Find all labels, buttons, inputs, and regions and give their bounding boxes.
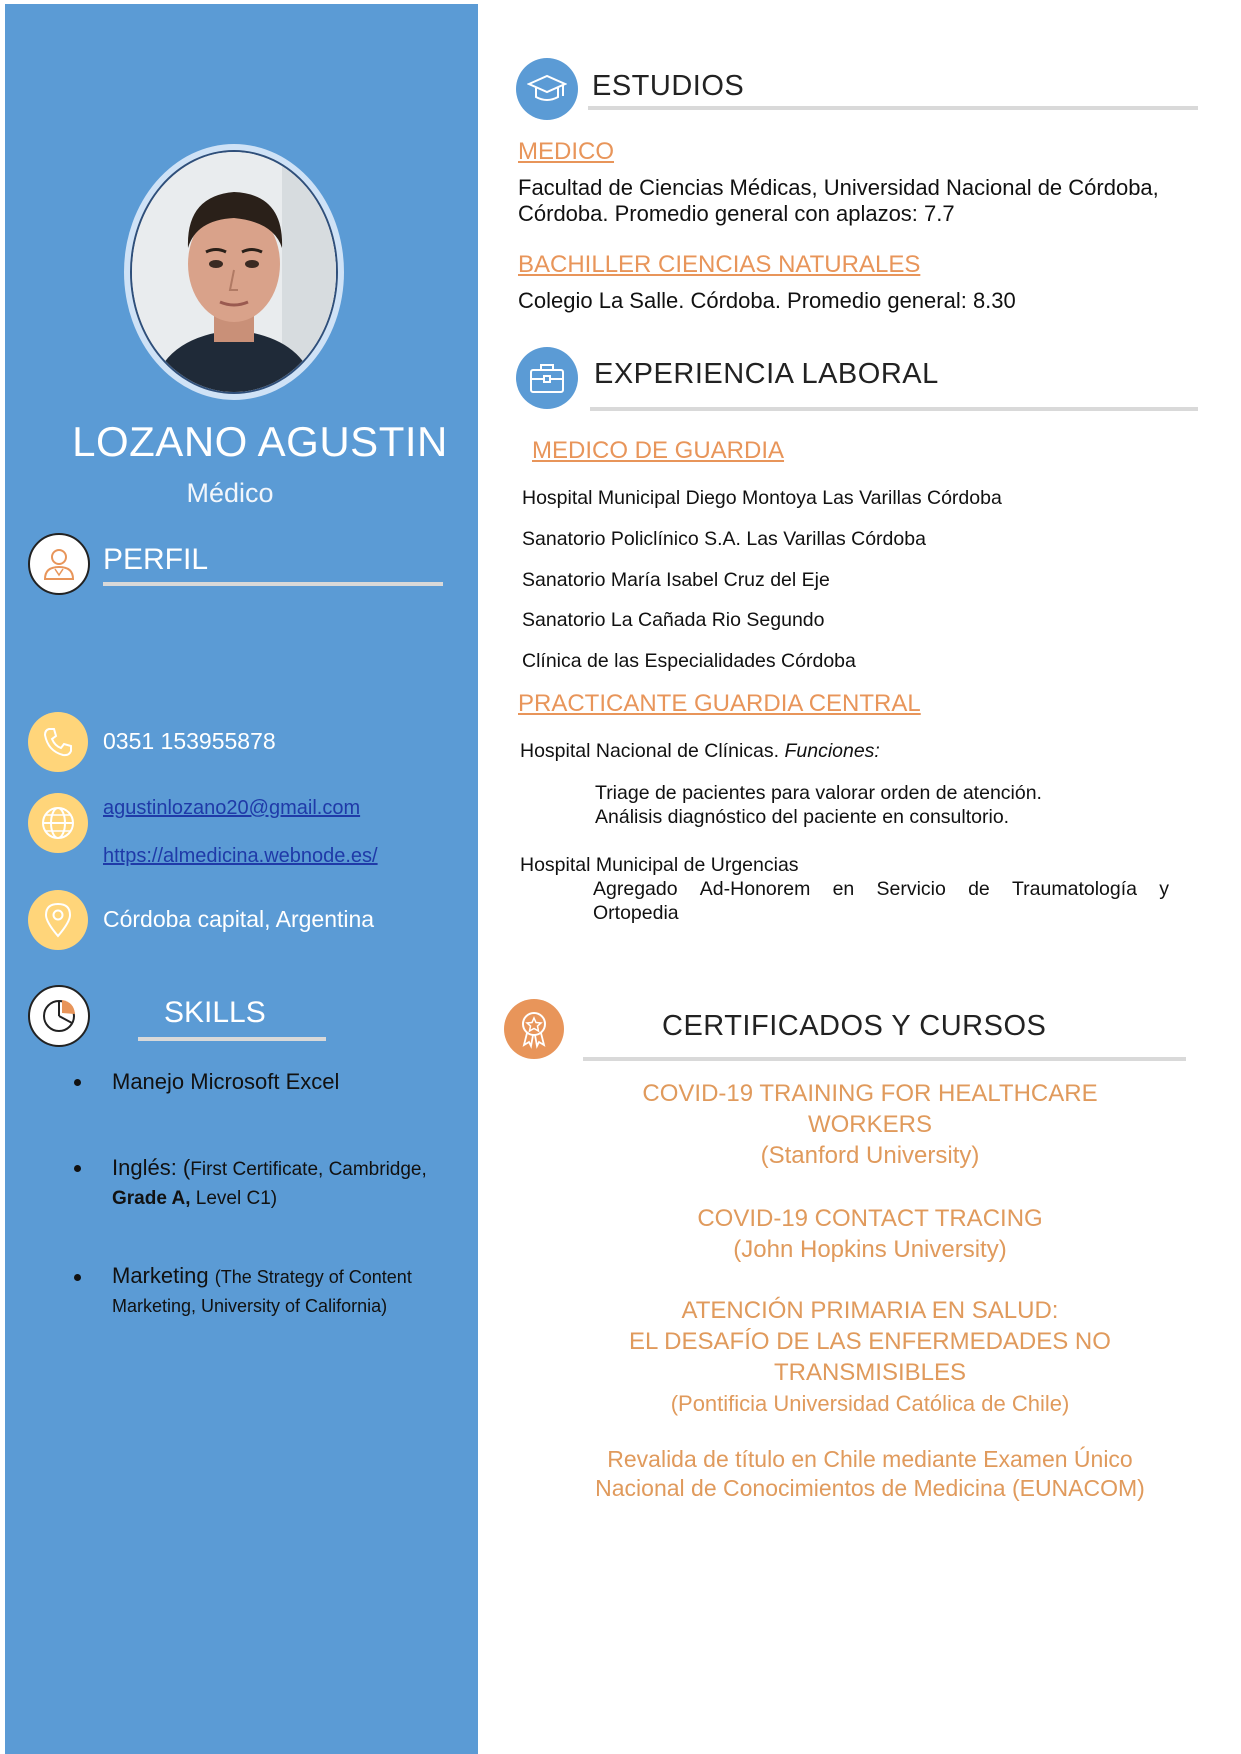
- skill-english-grade: Grade A,: [112, 1188, 191, 1209]
- cert-title: EL DESAFÍO DE LAS ENFERMEDADES NO: [629, 1328, 1111, 1355]
- exp-title-guardia: MEDICO DE GUARDIA: [532, 437, 785, 464]
- exp-funcion-item: Análisis diagnóstico del paciente en consultorio.: [595, 806, 1010, 828]
- exp-guardia-place: Clínica de las Especialidades Córdoba: [522, 650, 856, 672]
- exp-urgencias-word: y: [1159, 878, 1169, 900]
- experiencia-heading: EXPERIENCIA LABORAL: [594, 358, 939, 390]
- location-pin-icon: [28, 890, 88, 950]
- perfil-heading: PERFIL: [103, 543, 209, 576]
- cert-item-eunacom: [580, 1445, 1160, 1503]
- skill-bullet: [74, 1165, 81, 1172]
- cert-title: COVID-19 CONTACT TRACING: [697, 1205, 1043, 1232]
- certificados-heading: CERTIFICADOS Y CURSOS: [662, 1010, 1047, 1042]
- exp-urgencias-detail-line2: Ortopedia: [593, 902, 679, 924]
- certificados-rule: [583, 1057, 1186, 1061]
- skill-english-level: Level C1): [190, 1188, 278, 1209]
- graduation-cap-icon: [516, 58, 578, 120]
- cert-institution: (John Hopkins University): [733, 1236, 1007, 1263]
- exp-funciones-label: Funciones:: [784, 740, 880, 762]
- exp-urgencias-word: Traumatología: [1011, 878, 1137, 900]
- phone-icon: [28, 712, 88, 772]
- skill-bullet: [74, 1079, 81, 1086]
- cert-title: WORKERS: [807, 1111, 932, 1138]
- globe-icon: [28, 793, 88, 853]
- skills-rule: [138, 1037, 326, 1041]
- cert-title: ATENCIÓN PRIMARIA EN SALUD:: [681, 1297, 1059, 1324]
- candidate-name: LOZANO AGUSTIN: [72, 418, 448, 465]
- website-link[interactable]: https://almedicina.webnode.es/: [103, 845, 378, 867]
- skill-english: [112, 1154, 452, 1212]
- exp-urgencias-word: de: [968, 878, 990, 900]
- skill-bullet: [74, 1274, 81, 1281]
- phone-number: 0351 153955878: [103, 728, 276, 754]
- estudios-rule: [588, 106, 1198, 110]
- cert-title: TRANSMISIBLES: [773, 1359, 967, 1386]
- skill-marketing-detail: (The Strategy of Content Marketing, University of California): [112, 1267, 412, 1316]
- location-text: Córdoba capital, Argentina: [103, 906, 375, 932]
- estudio-bachiller-line1: Colegio La Salle. Córdoba. Promedio general: 8.30: [518, 288, 1016, 313]
- exp-urgencias-word: Servicio: [876, 878, 946, 900]
- estudios-heading: ESTUDIOS: [592, 70, 745, 102]
- cert-item-hopkins: [580, 1203, 1160, 1265]
- exp-funcion-item: Triage de pacientes para valorar orden de atención.: [595, 782, 1042, 804]
- cert-item-atencion-primaria: [580, 1295, 1160, 1419]
- exp-urgencias-word: en: [832, 878, 855, 900]
- exp-guardia-place: Hospital Municipal Diego Montoya Las Varillas Córdoba: [522, 487, 1002, 509]
- skill-english-main: Inglés: (: [112, 1155, 191, 1180]
- cert-institution: (Pontificia Universidad Católica de Chile): [670, 1391, 1070, 1416]
- exp-guardia-place: Sanatorio Policlínico S.A. Las Varillas Córdoba: [522, 528, 926, 550]
- exp-urgencias-detail: [593, 878, 1169, 901]
- exp-hospital-nacional-name: Hospital Nacional de Clínicas.: [520, 740, 785, 762]
- user-icon: [28, 533, 90, 595]
- profile-photo: [130, 150, 338, 394]
- exp-hospital-urgencias: Hospital Municipal de Urgencias: [520, 854, 799, 876]
- candidate-role: Médico: [186, 478, 274, 508]
- exp-hospital-nacional: [520, 740, 880, 763]
- cert-institution: (Stanford University): [760, 1142, 980, 1169]
- email-link[interactable]: agustinlozano20@gmail.com: [103, 797, 361, 819]
- estudio-title-medico: MEDICO: [518, 138, 614, 165]
- cert-title: Revalida de título en Chile mediante Examen Único: [607, 1446, 1133, 1472]
- skill-english-detail: First Certificate, Cambridge,: [190, 1159, 427, 1180]
- briefcase-icon: [516, 347, 578, 409]
- cert-item-stanford: [580, 1078, 1160, 1171]
- cert-title: Nacional de Conocimientos de Medicina (EUNACOM): [595, 1475, 1145, 1501]
- exp-guardia-place: Sanatorio María Isabel Cruz del Eje: [522, 569, 830, 591]
- skill-marketing-main: Marketing: [112, 1263, 215, 1288]
- estudio-medico-line2: Córdoba. Promedio general con aplazos: 7.7: [518, 201, 955, 226]
- skill-excel: [112, 1068, 452, 1095]
- skills-heading: SKILLS: [164, 996, 266, 1029]
- estudio-medico-line1: Facultad de Ciencias Médicas, Universidad Nacional de Córdoba,: [518, 175, 1159, 200]
- exp-title-practicante: PRACTICANTE GUARDIA CENTRAL: [518, 690, 921, 717]
- exp-urgencias-word: Ad-Honorem: [699, 878, 811, 900]
- pie-chart-icon: [28, 985, 90, 1047]
- experiencia-rule: [590, 407, 1198, 411]
- exp-urgencias-word: Agregado: [593, 878, 678, 900]
- exp-guardia-place: Sanatorio La Cañada Rio Segundo: [522, 609, 825, 631]
- award-badge-icon: [504, 999, 564, 1059]
- skill-excel-text: Manejo Microsoft Excel: [112, 1069, 340, 1094]
- cert-title: COVID-19 TRAINING FOR HEALTHCARE: [642, 1080, 1098, 1107]
- skill-marketing: [112, 1262, 457, 1320]
- estudio-title-bachiller: BACHILLER CIENCIAS NATURALES: [518, 251, 921, 278]
- perfil-rule: [103, 582, 443, 586]
